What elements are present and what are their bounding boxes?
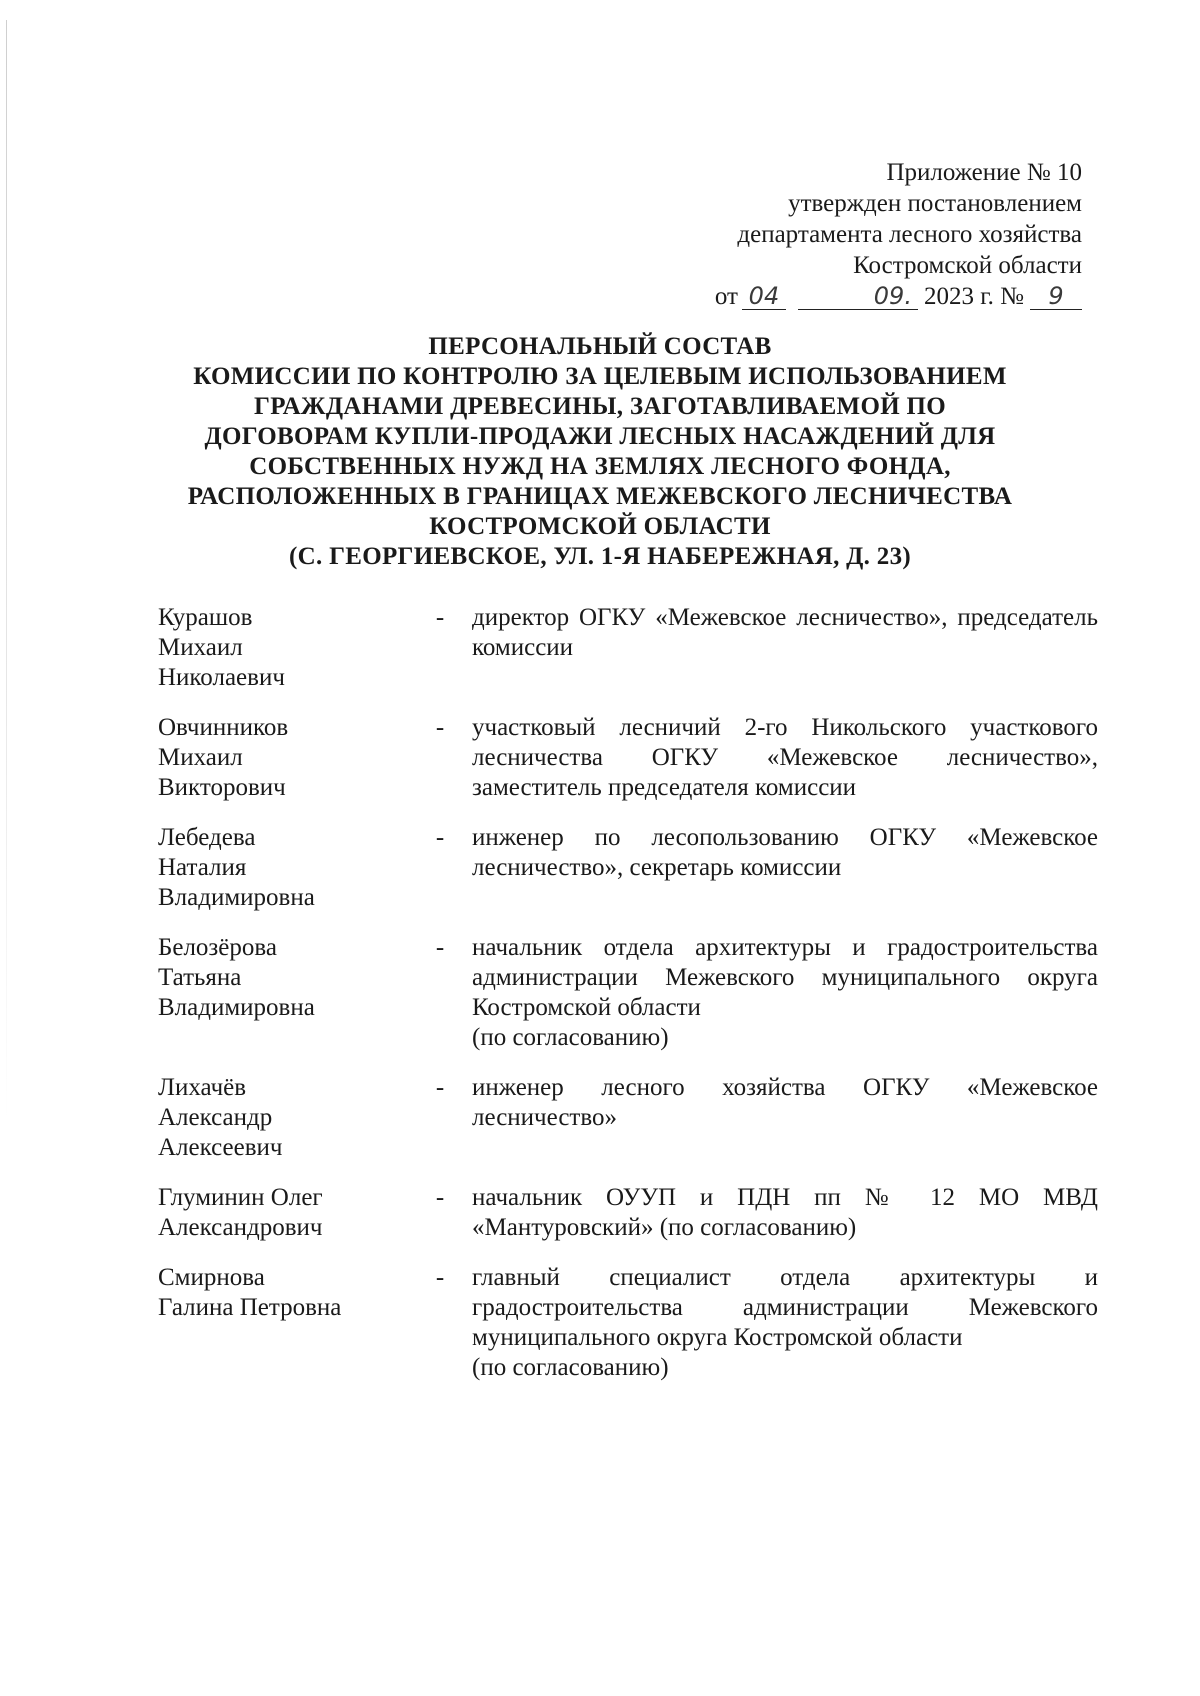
surname: Лихачёв [158,1074,247,1101]
dash-separator: - [435,1074,445,1101]
member-row [158,933,1098,1053]
dash-separator: - [435,1184,445,1211]
role-note: (по согласованию) [472,1024,669,1051]
title-line: СОБСТВЕННЫХ НУЖД НА ЗЕМЛЯХ ЛЕСНОГО ФОНДА, [249,453,951,480]
member-row [158,1183,1098,1243]
role-text: начальник ОУУП и ПДН пп № 12 МО МВД «Мантуровский» (по согласованию) [472,1184,1098,1241]
surname: Смирнова [158,1264,265,1291]
scan-edge [6,20,7,1120]
member-role [472,603,1098,663]
role-note: (по согласованию) [472,1354,669,1381]
date-month-handwritten: 09. [798,283,918,310]
date-year: 2023 г. № [923,283,1024,310]
member-role [472,823,1098,883]
patronymic: Владимировна [158,884,315,911]
first-name: Михаил [158,744,243,771]
patronymic: Викторович [158,774,286,801]
dash-separator: - [435,604,445,631]
role-text: инженер лесного хозяйства ОГКУ «Межевское лесничество» [472,1074,1098,1131]
member-name [158,1183,408,1243]
surname: Курашов [158,604,253,631]
dash-separator: - [435,934,445,961]
date-day-handwritten: 04 [742,283,786,310]
member-name [158,603,408,693]
title-line: РАСПОЛОЖЕННЫХ В ГРАНИЦАХ МЕЖЕВСКОГО ЛЕСНИЧЕСТВА [187,483,1013,510]
member-role [472,1263,1098,1383]
dash-separator: - [435,824,445,851]
member-role [472,1073,1098,1133]
role-text: участковый лесничий 2-го Никольского участкового лесничества ОГКУ «Межевское лесничество», заместитель председателя комиссии [472,714,1098,801]
member-row [158,603,1098,693]
patronymic: Владимировна [158,994,315,1021]
title-line: ПЕРСОНАЛЬНЫЙ СОСТАВ [428,333,772,360]
title-line: КОМИССИИ ПО КОНТРОЛЮ ЗА ЦЕЛЕВЫМ ИСПОЛЬЗОВАНИЕМ [193,363,1007,390]
first-name: Михаил [158,634,243,661]
approval-header [715,157,1082,312]
first-name: Татьяна [158,964,242,991]
member-row [158,823,1098,913]
document-title [110,332,1090,572]
title-line: ГРАЖДАНАМИ ДРЕВЕСИНЫ, ЗАГОТАВЛИВАЕМОЙ ПО [253,393,946,420]
first-name-patronymic: Галина Петровна [158,1294,342,1321]
dash-separator: - [435,714,445,741]
member-row [158,1073,1098,1163]
member-role [472,1183,1098,1243]
role-text: главный специалист отдела архитектуры и градостроительства администрации Межевского муниципального округа Костромской области [472,1264,1098,1351]
member-name [158,933,408,1023]
approved-line-3: Костромской области [853,252,1082,279]
member-name [158,1073,408,1163]
approval-date-line [715,281,1082,312]
title-line: КОСТРОМСКОЙ ОБЛАСТИ [429,513,771,540]
role-text: начальник отдела архитектуры и градостроительства администрации Межевского муниципального округа Костромской области [472,934,1098,1021]
approved-line-2: департамента лесного хозяйства [737,221,1082,248]
member-name [158,1263,408,1323]
surname-first-name: Глуминин Олег [158,1184,323,1211]
first-name: Александр [158,1104,273,1131]
member-role [472,713,1098,803]
member-name [158,713,408,803]
member-row [158,713,1098,803]
member-role [472,933,1098,1053]
member-name [158,823,408,913]
approved-line-1: утвержден постановлением [788,190,1082,217]
role-text: директор ОГКУ «Межевское лесничество», председатель комиссии [472,604,1098,661]
title-line: (С. ГЕОРГИЕВСКОЕ, УЛ. 1-Я НАБЕРЕЖНАЯ, Д. 23) [288,543,911,570]
surname: Лебедева [158,824,256,851]
appendix-number: Приложение № 10 [886,159,1082,186]
role-text: инженер по лесопользованию ОГКУ «Межевское лесничество», секретарь комиссии [472,824,1098,881]
doc-number-handwritten: 9 [1030,283,1082,310]
patronymic: Николаевич [158,664,285,691]
commission-members-list [158,603,1098,1403]
patronymic: Александрович [158,1214,323,1241]
surname: Овчинников [158,714,289,741]
member-row [158,1263,1098,1383]
surname: Белозёрова [158,934,277,961]
title-line: ДОГОВОРАМ КУПЛИ-ПРОДАЖИ ЛЕСНЫХ НАСАЖДЕНИЙ ДЛЯ [204,423,996,450]
date-prefix: от [714,283,738,310]
first-name: Наталия [158,854,247,881]
patronymic: Алексеевич [158,1134,283,1161]
dash-separator: - [435,1264,445,1291]
